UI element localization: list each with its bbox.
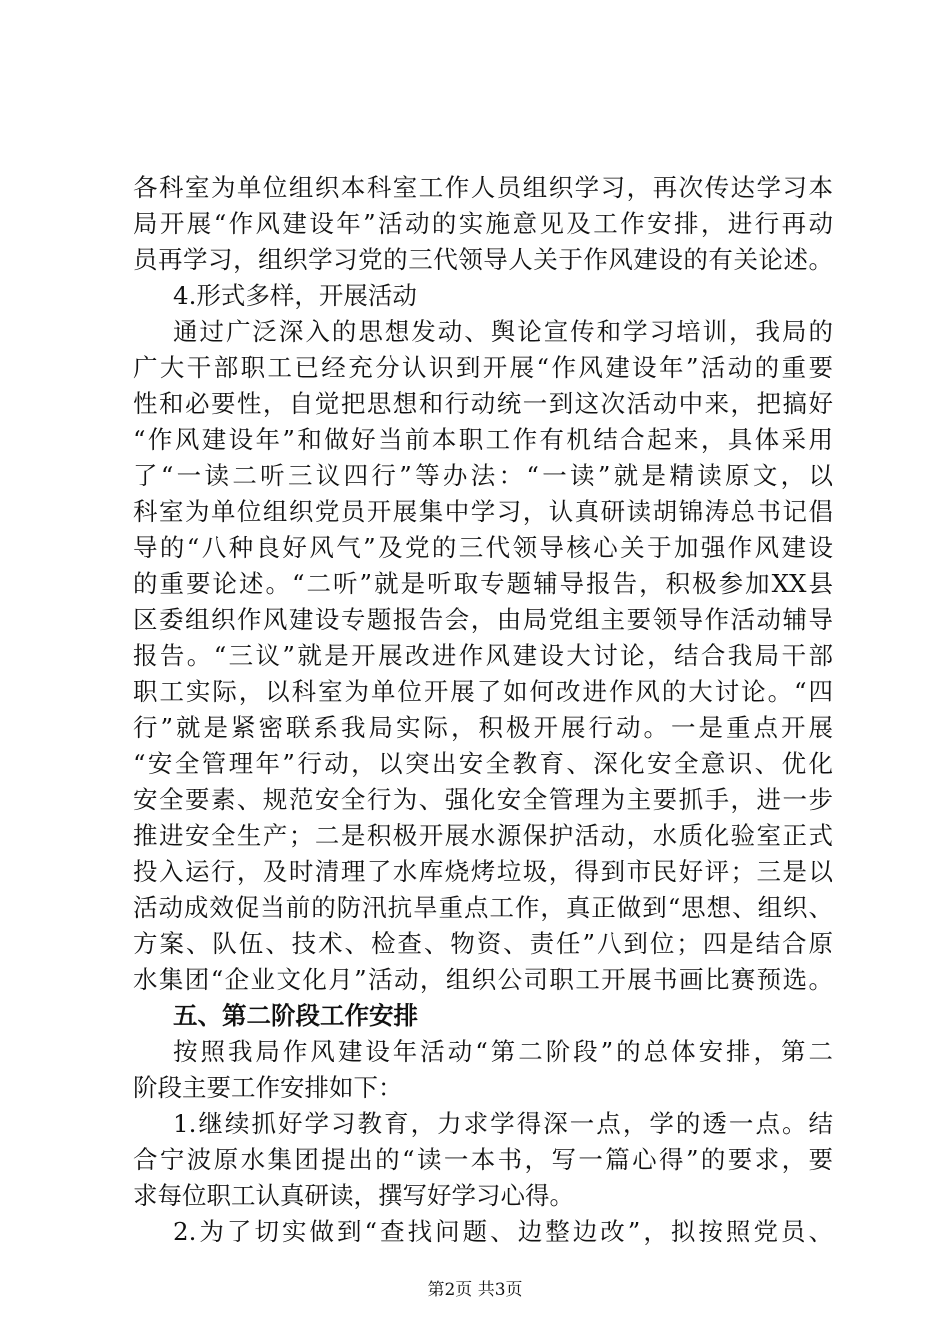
body-text-line: 导的“八种良好风气”及党的三代领导核心关于加强作风建设 — [133, 533, 833, 562]
body-text-line: 通过广泛深入的思想发动、舆论宣传和学习培训，我局的 — [173, 317, 833, 346]
body-text-line: 阶段主要工作安排如下： — [133, 1073, 403, 1102]
body-text-line: 的重要论述。“二听”就是听取专题辅导报告，积极参加XX县 — [133, 569, 833, 598]
body-text-line: 合宁波原水集团提出的“读一本书，写一篇心得”的要求，要 — [133, 1145, 833, 1174]
body-text-line: 方案、队伍、技术、检查、物资、责任”八到位；四是结合原 — [133, 929, 833, 958]
body-text-line: 安全要素、规范安全行为、强化安全管理为主要抓手，进一步 — [133, 785, 833, 814]
body-text-line: 职工实际，以科室为单位开展了如何改进作风的大讨论。“四 — [133, 677, 833, 706]
page-footer: 第2页 共3页 — [427, 1280, 523, 1300]
body-text-line: 了“一读二听三议四行”等办法：“一读”就是精读原文，以 — [133, 461, 833, 490]
body-text-line: 员再学习，组织学习党的三代领导人关于作风建设的有关论述。 — [133, 245, 833, 274]
body-text-line: 投入运行，及时清理了水库烧烤垃圾，得到市民好评；三是以 — [133, 857, 833, 886]
body-text-line: “作风建设年”和做好当前本职工作有机结合起来，具体采用 — [133, 425, 833, 454]
section-heading: 五、第二阶段工作安排 — [173, 1001, 418, 1030]
body-text-line: 推进安全生产；二是积极开展水源保护活动，水质化验室正式 — [133, 821, 833, 850]
body-text-line: 求每位职工认真研读，撰写好学习心得。 — [133, 1181, 574, 1210]
body-text-line: 各科室为单位组织本科室工作人员组织学习，再次传达学习本 — [133, 173, 833, 202]
body-text-line: 性和必要性，自觉把思想和行动统一到这次活动中来，把搞好 — [133, 389, 833, 418]
body-text-line: 行”就是紧密联系我局实际，积极开展行动。一是重点开展 — [133, 713, 833, 742]
body-text-line: 科室为单位组织党员开展集中学习，认真研读胡锦涛总书记倡 — [133, 497, 833, 526]
subsection-heading: 4.形式多样，开展活动 — [173, 281, 417, 310]
body-text-line: 2.为了切实做到“查找问题、边整边改”，拟按照党员、 — [173, 1217, 833, 1246]
body-text-line: “安全管理年”行动，以突出安全教育、深化安全意识、优化 — [133, 749, 833, 778]
body-text-line: 按照我局作风建设年活动“第二阶段”的总体安排，第二 — [173, 1037, 833, 1066]
body-text-line: 活动成效促当前的防汛抗旱重点工作，真正做到“思想、组织、 — [133, 893, 833, 922]
body-text-line: 局开展“作风建设年”活动的实施意见及工作安排，进行再动 — [133, 209, 833, 238]
body-text-line: 水集团“企业文化月”活动，组织公司职工开展书画比赛预选。 — [133, 965, 833, 994]
body-text-line: 1.继续抓好学习教育，力求学得深一点，学的透一点。结 — [173, 1109, 833, 1138]
body-text-line: 报告。“三议”就是开展改进作风建设大讨论，结合我局干部 — [133, 641, 833, 670]
body-text-line: 区委组织作风建设专题报告会，由局党组主要领导作活动辅导 — [133, 605, 833, 634]
body-text-line: 广大干部职工已经充分认识到开展“作风建设年”活动的重要 — [133, 353, 833, 382]
